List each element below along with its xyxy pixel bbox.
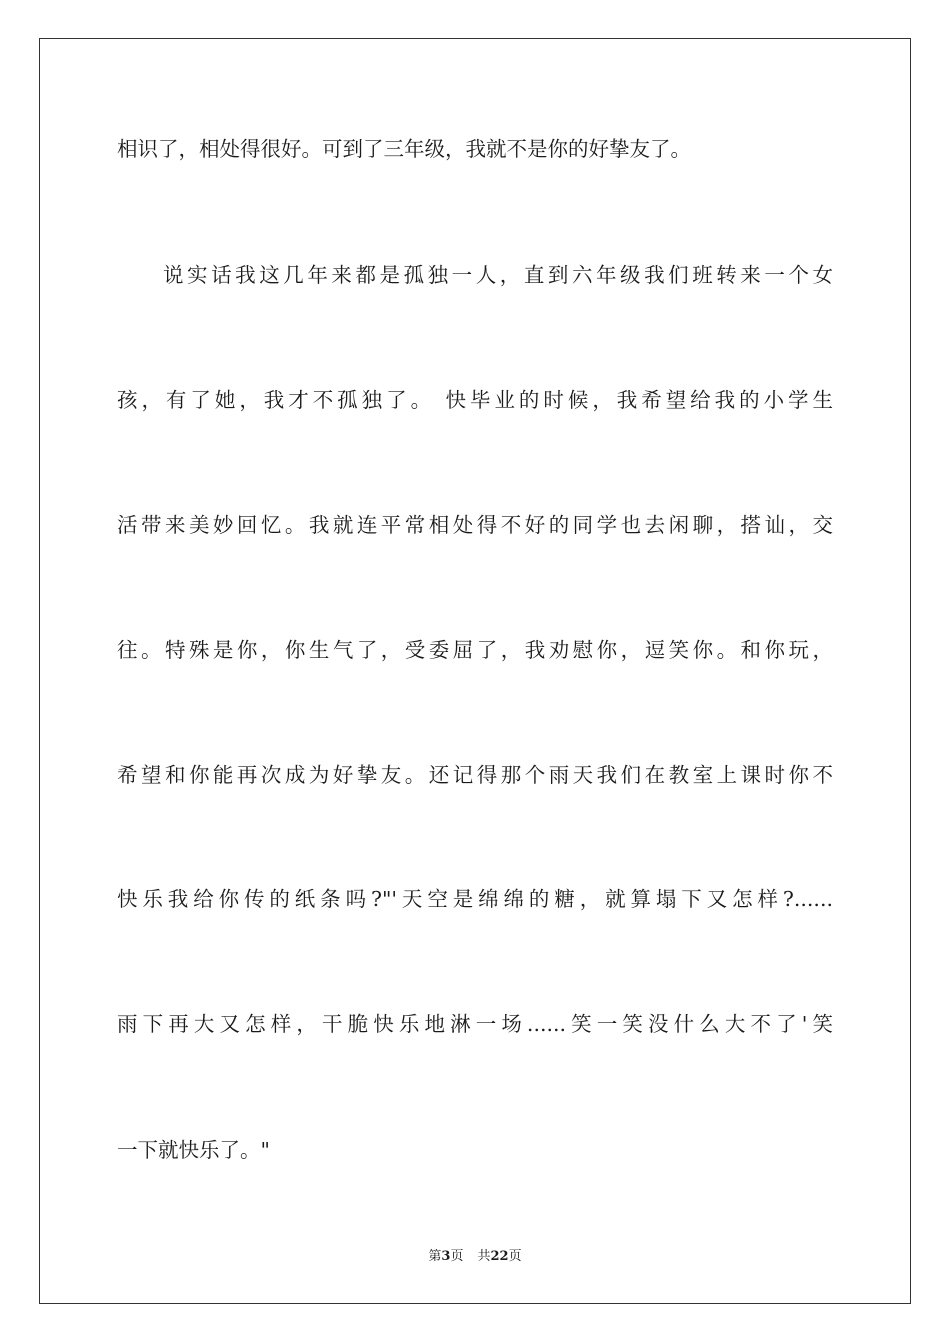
page-suffix: 页 xyxy=(450,1249,464,1264)
page-footer xyxy=(0,1248,950,1266)
text-line-6: 希望和你能再次成为好挚友。还记得那个雨天我们在教室上课时你不 xyxy=(117,763,833,787)
page-prefix: 第 xyxy=(428,1249,442,1264)
text-line-4: 活带来美妙回忆。我就连平常相处得不好的同学也去闲聊，搭讪，交 xyxy=(117,513,833,537)
text-line-3: 孩，有了她，我才不孤独了。 快毕业的时候，我希望给我的小学生 xyxy=(117,388,833,412)
page-number: 3 xyxy=(441,1249,451,1264)
page-border xyxy=(39,38,911,1304)
total-pages: 22 xyxy=(490,1249,509,1264)
total-suffix: 页 xyxy=(508,1249,522,1264)
text-line-2: 说实话我这几年来都是孤独一人，直到六年级我们班转来一个女 xyxy=(163,263,833,287)
total-prefix: 共 xyxy=(477,1249,491,1264)
text-line-1: 相识了，相处得很好。可到了三年级，我就不是你的好挚友了。 xyxy=(117,137,691,161)
text-line-8: 雨下再大又怎样，干脆快乐地淋一场......笑一笑没什么大不了'笑 xyxy=(117,1012,833,1036)
text-line-5: 往。特殊是你，你生气了，受委屈了，我劝慰你，逗笑你。和你玩， xyxy=(117,638,833,662)
text-line-7: 快乐我给你传的纸条吗?"'天空是绵绵的糖，就算塌下又怎样?...... xyxy=(117,887,833,911)
text-line-9: 一下就快乐了。" xyxy=(117,1138,270,1162)
